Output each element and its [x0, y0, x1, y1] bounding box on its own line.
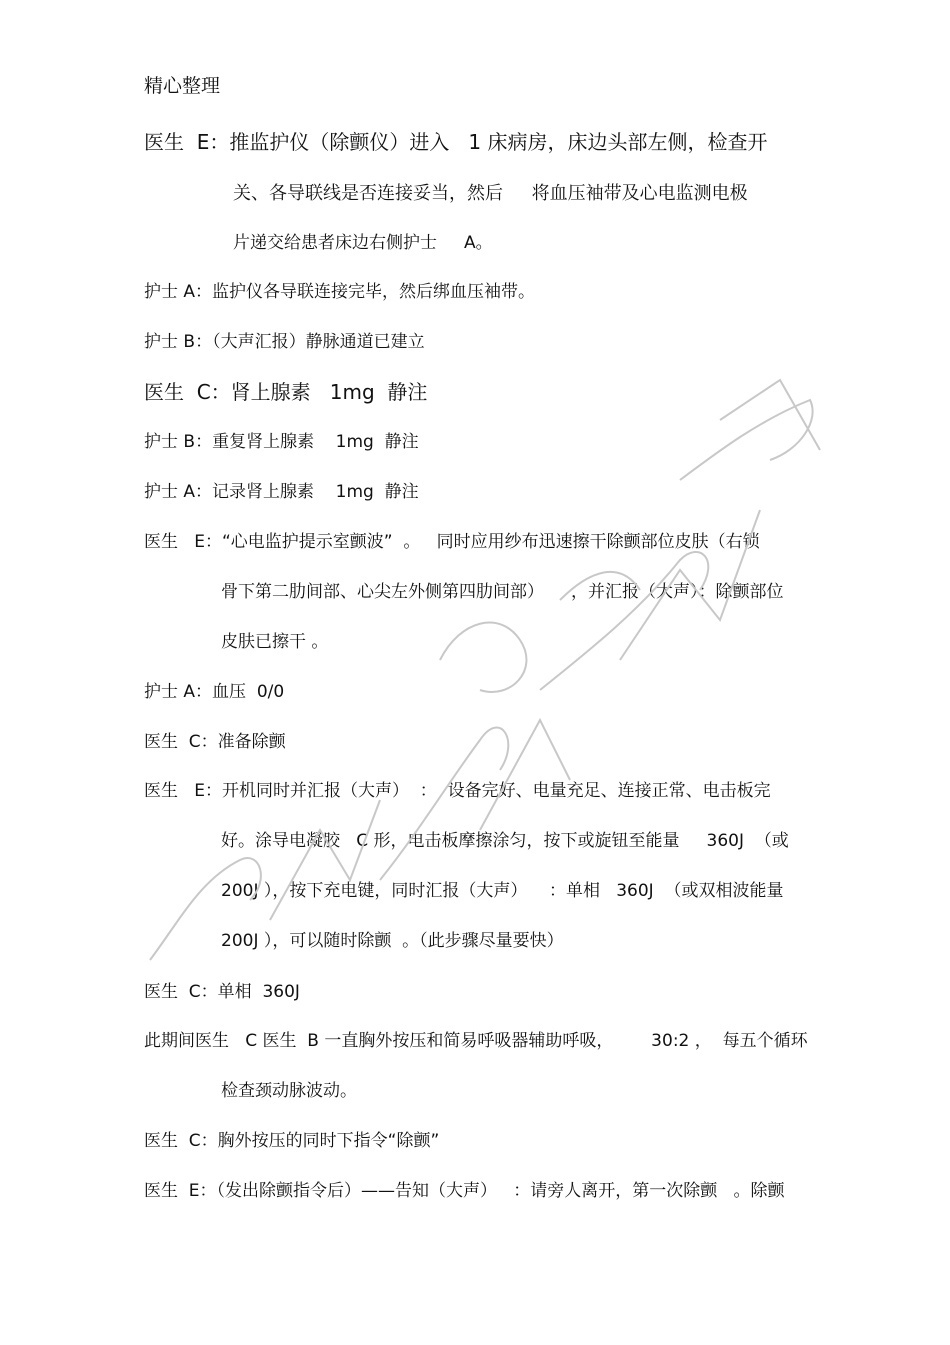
paragraph-line: 医生 C：肾上腺素 1mg 静注: [144, 380, 428, 404]
paragraph-line: 医生 C：准备除颤: [144, 732, 286, 752]
paragraph-line: 护士 A：监护仪各导联连接完毕，然后绑血压袖带。: [144, 282, 536, 302]
paragraph-line: 医生 C：单相 360J: [144, 982, 300, 1002]
paragraph-line: 医生 E：“心电监护提示室颤波” 。 同时应用纱布迅速擦干除颤部位皮肤（右锁: [144, 532, 760, 552]
page-header: 精心整理: [144, 75, 221, 97]
paragraph-line: 医生 C：胸外按压的同时下指令“除颤”: [144, 1131, 440, 1151]
paragraph-line: 200J ），按下充电键，同时汇报（大声） ：单相 360J （或双相波能量: [221, 881, 784, 901]
paragraph-line: 护士 B：（大声汇报）静脉通道已建立: [144, 332, 425, 352]
paragraph-line: 骨下第二肋间部、心尖左外侧第四肋间部） ，并汇报（大声）：除颤部位: [221, 582, 784, 602]
paragraph-line: 护士 A：血压 0/0: [144, 682, 285, 702]
paragraph-line: 医生 E：（发出除颤指令后）——告知（大声） ：请旁人离开，第一次除颤 。除颤: [144, 1181, 785, 1201]
paragraph-line: 皮肤已擦干 。: [221, 632, 329, 652]
paragraph-line: 关、各导联线是否连接妥当，然后 将血压袖带及心电监测电极: [233, 183, 748, 204]
paragraph-line: 护士 B：重复肾上腺素 1mg 静注: [144, 432, 419, 452]
paragraph-line: 医生 E：推监护仪（除颤仪）进入 1 床病房，床边头部左侧，检查开: [144, 130, 768, 154]
paragraph-line: 好。涂导电凝胶 C 形，电击板摩擦涂匀，按下或旋钮至能量 360J （或: [221, 831, 789, 851]
paragraph-line: 200J ），可以随时除颤 。（此步骤尽量要快）: [221, 931, 564, 951]
paragraph-line: 片递交给患者床边右侧护士 A。: [233, 233, 493, 253]
paragraph-line: 护士 A：记录肾上腺素 1mg 静注: [144, 482, 419, 502]
paragraph-line: 此期间医生 C 医生 B 一直胸外按压和简易呼吸器辅助呼吸， 30:2 ， 每五个循环: [144, 1031, 808, 1051]
paragraph-line: 医生 E：开机同时并汇报（大声） ： 设备完好、电量充足、连接正常、电击板完: [144, 781, 771, 801]
paragraph-line: 检查颈动脉波动。: [221, 1081, 357, 1101]
